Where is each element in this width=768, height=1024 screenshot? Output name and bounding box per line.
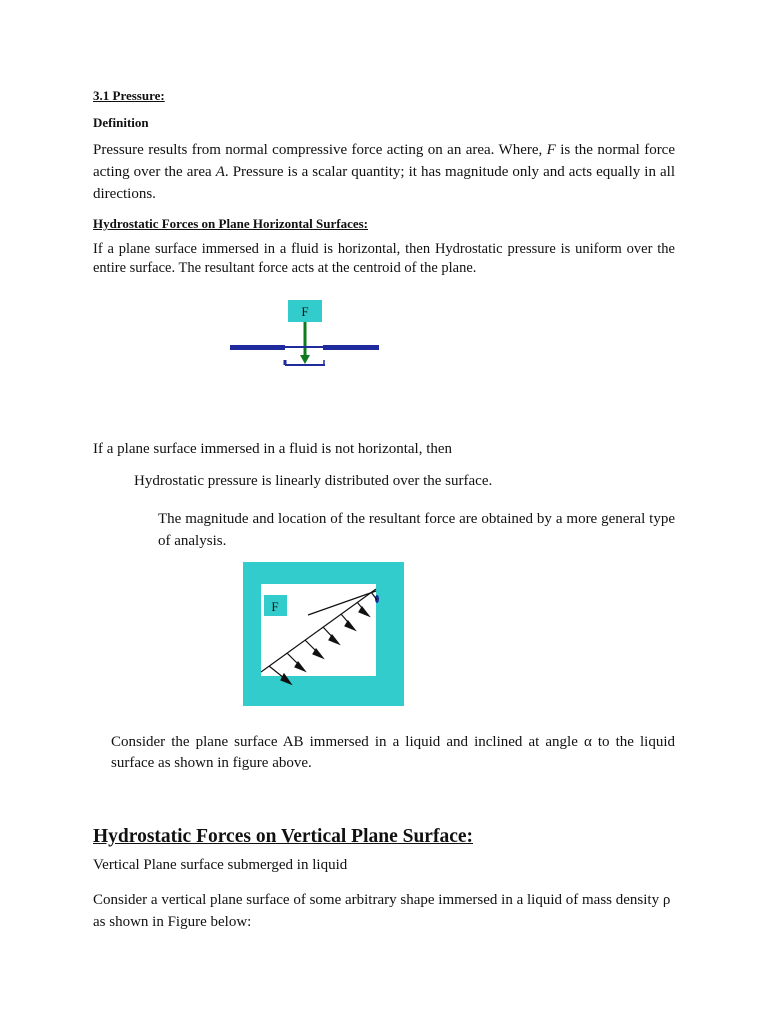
liquid-surface-left (230, 345, 285, 350)
section-heading: 3.1 Pressure: (93, 88, 165, 103)
force-arrow-head (300, 355, 310, 364)
liquid-surface-right (323, 345, 379, 350)
consider-inclined-paragraph: Consider the plane surface AB immersed in a liquid and inclined at angle α to the liquid surface as shown in figure above. (111, 734, 675, 771)
horizontal-surfaces-heading: Hydrostatic Forces on Plane Horizontal Surfaces: (93, 216, 369, 231)
inclined-surface-figure (243, 562, 404, 706)
vertical-surface-subtitle: Vertical Plane surface submerged in liquid (93, 857, 348, 873)
force-label: F (301, 304, 309, 319)
horizontal-surface-figure (225, 295, 385, 375)
force-label: F (271, 599, 279, 614)
definition-heading: Definition (93, 115, 149, 130)
definition-paragraph: Pressure results from normal compressive force acting on an area. Where, F is the normal force acting over the area A. Pressure is a scalar quantity; it has magnitude only and acts equally in all directions. (93, 142, 676, 202)
vertical-surface-heading: Hydrostatic Forces on Vertical Plane Surface: (93, 826, 474, 847)
horizontal-surfaces-paragraph: If a plane surface immersed in a fluid is horizontal, then Hydrostatic pressure is uniform over the entire surface. The resultant force acts at the centroid of the plane. (93, 241, 675, 276)
vertical-surface-paragraph: Consider a vertical plane surface of some arbitrary shape immersed in a liquid of mass density ρ as shown in Figure below: (93, 892, 671, 930)
magnitude-paragraph: The magnitude and location of the resultant force are obtained by a more general type of analysis. (158, 511, 675, 549)
linear-distribution-paragraph: Hydrostatic pressure is linearly distributed over the surface. (134, 473, 493, 489)
non-horizontal-paragraph: If a plane surface immersed in a fluid is not horizontal, then (93, 441, 453, 457)
